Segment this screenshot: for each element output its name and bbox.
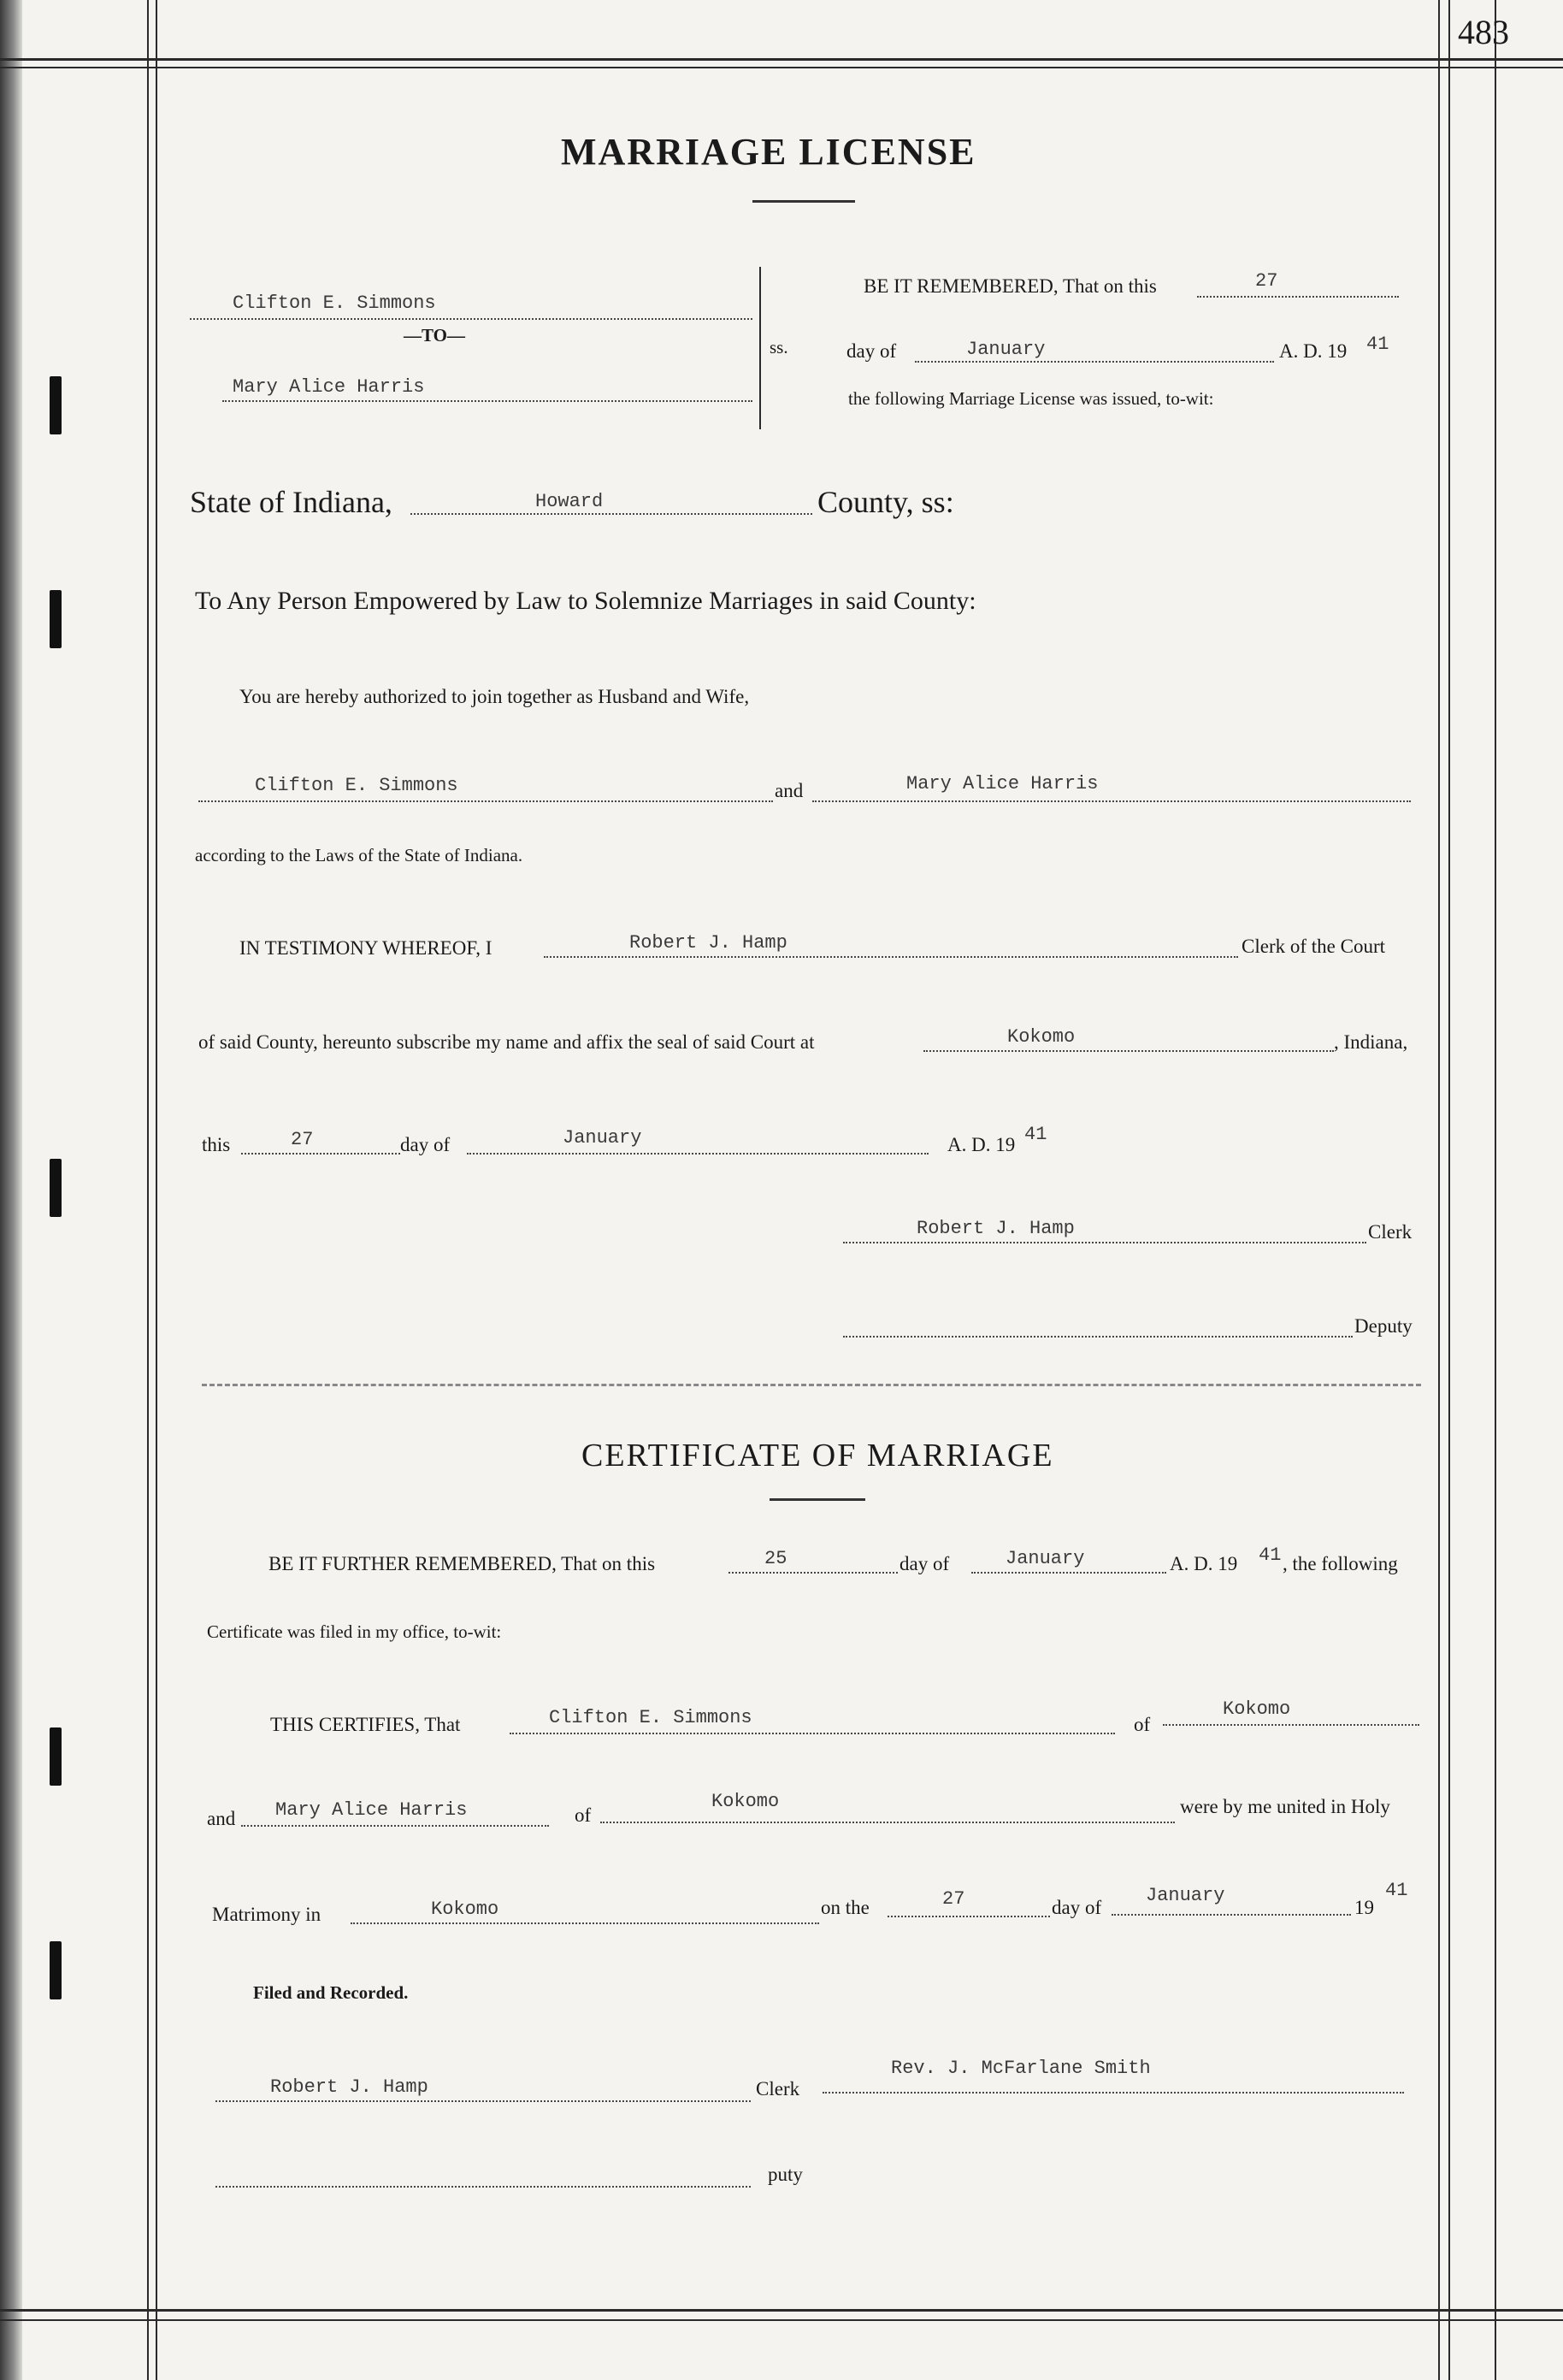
wed-day-of-label: day of <box>1052 1897 1102 1918</box>
binder-tab <box>50 1159 62 1217</box>
cert-deputy-line <box>215 2186 751 2188</box>
bride-city-line <box>600 1822 1175 1823</box>
groom-city: Kokomo <box>1223 1698 1291 1720</box>
wed-day-line <box>888 1916 1050 1917</box>
cert-day-of-label: day of <box>899 1553 950 1574</box>
license-city: Kokomo <box>1007 1026 1076 1048</box>
frame-top-line <box>0 58 1563 61</box>
cert-clerk-signature: Robert J. Hamp <box>270 2076 428 2098</box>
license-month: January <box>966 339 1046 360</box>
wed-day: 27 <box>942 1888 965 1910</box>
frame-bottom-line <box>0 2309 1563 2312</box>
filed-day-line <box>728 1572 898 1574</box>
certificate-title: CERTIFICATE OF MARRIAGE <box>581 1438 1054 1473</box>
clerk-label: Clerk <box>1368 1221 1413 1243</box>
frame-top-line-2 <box>0 67 1563 68</box>
indiana-label: , Indiana, <box>1334 1031 1408 1053</box>
authorized-text: You are hereby authorized to join together as Husband and Wife, <box>239 686 750 707</box>
wed-month-line <box>1112 1914 1351 1916</box>
license-groom: Clifton E. Simmons <box>233 292 436 314</box>
following-label: , the following <box>1283 1553 1398 1574</box>
sign-day-of-label: day of <box>400 1134 451 1155</box>
groom-city-line <box>1163 1724 1419 1726</box>
to-label: —TO— <box>404 325 465 345</box>
wedding-place: Kokomo <box>431 1899 499 1920</box>
sign-year: 41 <box>1024 1124 1047 1145</box>
filed-recorded: Filed and Recorded. <box>253 1982 409 2003</box>
cert-bride-line <box>241 1825 549 1827</box>
brace-line <box>759 267 761 429</box>
cert-bride: Mary Alice Harris <box>275 1799 468 1821</box>
county-label: County, ss: <box>817 485 954 519</box>
wed-month: January <box>1146 1885 1225 1906</box>
certifies-label: THIS CERTIFIES, That <box>270 1714 461 1735</box>
title-rule <box>752 200 855 203</box>
bride-line <box>222 400 752 402</box>
cert-ad-label: A. D. 19 <box>1170 1553 1238 1574</box>
county-seal-text: of said County, hereunto subscribe my name and affix the seal of said Court at <box>198 1031 815 1053</box>
clerk-signature: Robert J. Hamp <box>917 1218 1075 1239</box>
filed-text: Certificate was filed in my office, to-wit: <box>207 1621 502 1642</box>
on-the-label: on the <box>821 1897 870 1918</box>
filed-year: 41 <box>1259 1544 1282 1566</box>
filed-month-line <box>971 1572 1166 1574</box>
county-line <box>410 513 812 515</box>
certificate-rule <box>770 1498 865 1501</box>
husband-line <box>198 800 773 802</box>
sign-month-line <box>467 1153 929 1155</box>
clerk-of-court-label: Clerk of the Court <box>1242 936 1385 957</box>
license-title: MARRIAGE LICENSE <box>561 131 976 173</box>
testimony-label: IN TESTIMONY WHEREOF, I <box>239 937 492 959</box>
and-label: and <box>775 780 804 801</box>
bride-city: Kokomo <box>711 1791 780 1812</box>
frame-right-line <box>1438 0 1440 2380</box>
filed-day: 25 <box>764 1548 787 1569</box>
place-line <box>351 1922 819 1924</box>
matrimony-label: Matrimony in <box>212 1904 321 1925</box>
license-bride: Mary Alice Harris <box>233 376 425 398</box>
day-line <box>1197 296 1399 298</box>
frame-right-line-3 <box>1495 0 1496 2380</box>
remembered-label: BE IT REMEMBERED, That on this <box>864 275 1157 297</box>
section-separator <box>202 1384 1421 1386</box>
frame-left-line-2 <box>156 0 157 2380</box>
filed-month: January <box>1006 1548 1085 1569</box>
officiant-line <box>823 2092 1404 2094</box>
month-line <box>915 361 1274 363</box>
sign-month: January <box>563 1127 642 1149</box>
binder-tab <box>50 590 62 648</box>
issued-text: the following Marriage License was issued, to-wit: <box>848 388 1214 409</box>
frame-left-line <box>147 0 149 2380</box>
laws-text: according to the Laws of the State of Indiana. <box>195 845 523 865</box>
binder-tab <box>50 376 62 434</box>
cert-and-label: and <box>207 1808 236 1829</box>
united-label: were by me united in Holy <box>1180 1796 1390 1817</box>
ss-label: ss. <box>770 337 788 357</box>
cert-groom-line <box>510 1733 1115 1734</box>
wed-year: 41 <box>1385 1880 1408 1901</box>
signature-line <box>843 1242 1366 1243</box>
sign-ad-label: A. D. 19 <box>947 1134 1016 1155</box>
ad-label: A. D. 19 <box>1279 340 1348 362</box>
cert-of-label: of <box>1134 1714 1151 1735</box>
officiant-signature: Rev. J. McFarlane Smith <box>891 2058 1151 2079</box>
state-label: State of Indiana, <box>190 485 392 519</box>
county-value: Howard <box>535 491 604 512</box>
wife-name: Mary Alice Harris <box>906 773 1099 794</box>
husband-name: Clifton E. Simmons <box>255 775 458 796</box>
cert-clerk-line <box>215 2100 751 2102</box>
wed-year-label: 19 <box>1354 1897 1374 1918</box>
page-number: 483 <box>1458 13 1509 51</box>
cert-deputy-label: puty <box>768 2164 803 2185</box>
cert-groom: Clifton E. Simmons <box>549 1707 752 1728</box>
wife-line <box>812 800 1411 802</box>
binder-tab <box>50 1941 62 1999</box>
address-heading: To Any Person Empowered by Law to Solemnize Marriages in said County: <box>195 587 976 615</box>
deputy-label: Deputy <box>1354 1315 1413 1337</box>
groom-line <box>190 318 752 320</box>
cert-of-label-2: of <box>575 1804 592 1826</box>
frame-right-line-2 <box>1448 0 1450 2380</box>
scan-edge <box>0 0 22 2380</box>
city-line <box>923 1050 1334 1052</box>
binder-tab <box>50 1727 62 1786</box>
sign-day-line <box>241 1153 400 1155</box>
deputy-line <box>843 1336 1353 1338</box>
further-label: BE IT FURTHER REMEMBERED, That on this <box>268 1553 656 1574</box>
license-day: 27 <box>1255 270 1278 292</box>
frame-bottom-line-2 <box>0 2319 1563 2321</box>
license-year: 41 <box>1366 334 1389 355</box>
sign-day: 27 <box>291 1129 314 1150</box>
clerk-name-line <box>544 956 1238 958</box>
this-label: this <box>202 1134 231 1155</box>
cert-clerk-label: Clerk <box>756 2078 800 2099</box>
clerk-name: Robert J. Hamp <box>629 932 787 954</box>
day-of-label: day of <box>846 340 897 362</box>
